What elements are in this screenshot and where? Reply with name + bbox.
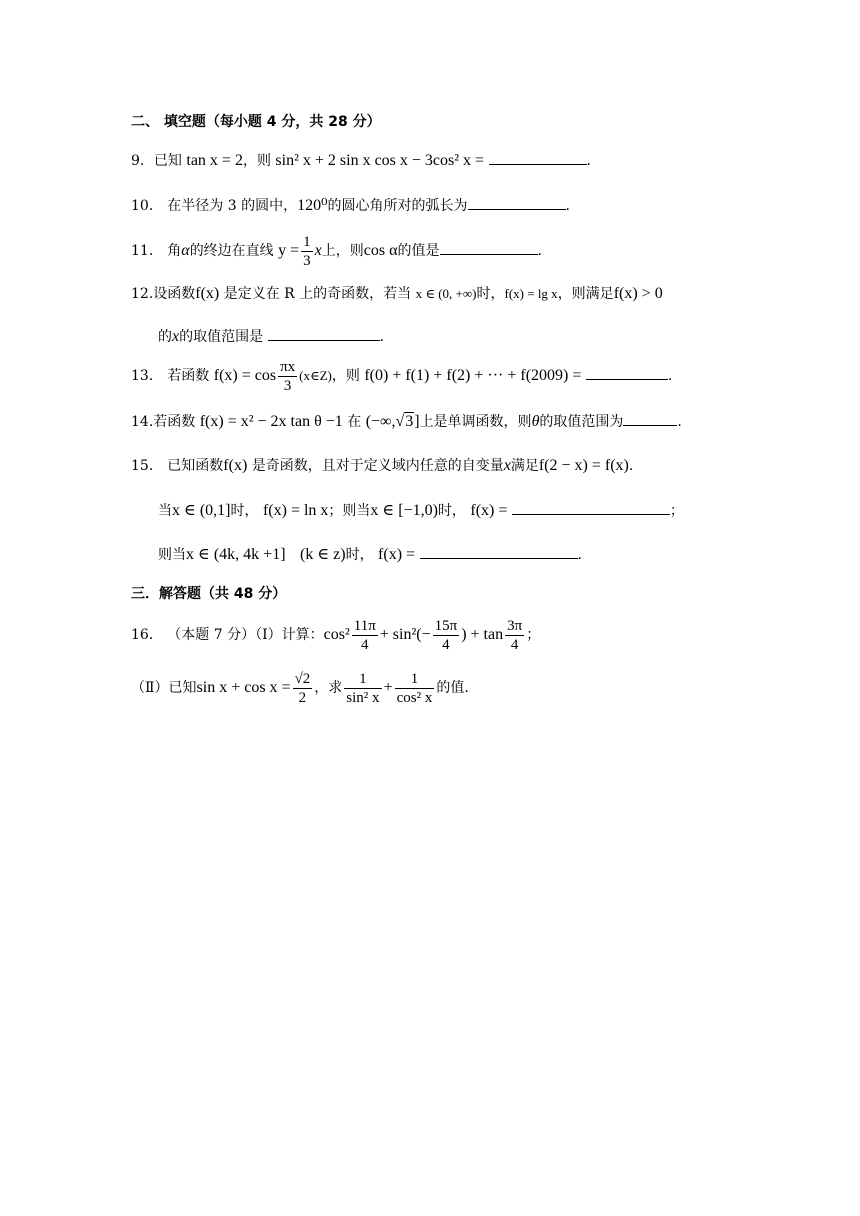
fraction-numerator: 3π	[507, 617, 523, 634]
answer-blank[interactable]	[489, 150, 587, 165]
math-alpha: α	[181, 242, 190, 259]
question-text: 时，	[345, 547, 374, 563]
fraction-numerator: 1	[303, 233, 311, 250]
period: .	[565, 198, 570, 214]
sqrt-symbol: √3	[395, 413, 414, 430]
math-variable: x	[503, 457, 511, 474]
math-definition: f(x) = ln x	[262, 502, 329, 519]
fraction-11pi-over-4	[352, 617, 378, 654]
question-text: 的值.	[436, 680, 469, 696]
period: .	[667, 368, 673, 384]
math-expression: sin² x + 2 sin x cos x − 3cos² x =	[275, 152, 485, 169]
question-number: 11．	[131, 243, 163, 259]
question-text: 是奇函数，且对于定义域内任意的自变量	[251, 458, 504, 474]
question-text: ，求	[314, 680, 343, 696]
question-number: 12.	[131, 286, 154, 302]
math-expression: f(x) = x² − 2x tan θ −1	[199, 413, 343, 430]
period: .	[537, 243, 542, 259]
fraction-denominator: 3	[303, 252, 311, 269]
question-9	[131, 150, 591, 171]
question-number: 15．	[131, 458, 163, 474]
math-condition: (k ∈ z)	[299, 546, 346, 563]
math-expression: f(x) = cos	[213, 367, 277, 384]
math-expression: f(x) =	[470, 502, 508, 519]
radicand: 3	[405, 413, 414, 430]
semicolon: ；	[526, 627, 541, 643]
question-text: 则当	[158, 547, 186, 563]
question-number: 13．	[131, 368, 163, 384]
question-16-part-1	[131, 614, 540, 656]
period: .	[586, 153, 591, 169]
math-expression: y =	[278, 242, 300, 259]
section-title-text: 三．解答题（共 48 分）	[131, 586, 287, 602]
period: .	[379, 329, 385, 345]
fraction-denominator: sin² x	[346, 689, 380, 706]
question-text: 时，	[230, 503, 259, 519]
math-inequality: f(x) > 0	[613, 285, 663, 302]
answer-blank[interactable]	[623, 411, 677, 426]
question-15-line-2	[158, 500, 684, 521]
math-expression: + sin²(−	[379, 626, 431, 643]
period: .	[577, 547, 582, 563]
fraction-denominator: 2	[298, 689, 307, 706]
question-text: 是定义在 R 上的奇函数，若当	[223, 286, 412, 302]
question-text: 上，则	[321, 243, 364, 259]
question-text: 已知函数	[167, 458, 224, 474]
question-15-line-3	[158, 544, 582, 565]
question-text: 若函数	[167, 368, 210, 384]
semicolon: ；	[669, 503, 684, 519]
question-text: 角	[167, 243, 182, 259]
question-text: 上是单调函数，则	[419, 414, 532, 430]
fraction-numerator: 15π	[434, 617, 458, 634]
answer-blank[interactable]	[420, 544, 578, 559]
math-variable: x	[172, 328, 180, 345]
period: .	[628, 458, 634, 474]
fraction-pix-over-3	[278, 358, 297, 395]
section-title-text: 二、 填空题（每小题 4 分，共 28 分）	[131, 114, 381, 130]
fraction-numerator: √2	[294, 670, 311, 687]
math-expression: cos²	[323, 626, 350, 643]
math-expression: ) + tan	[461, 626, 504, 643]
question-text: 的	[158, 329, 172, 345]
question-text: 已知	[153, 153, 182, 169]
math-angle: 120⁰	[297, 197, 328, 214]
answer-blank[interactable]	[268, 326, 380, 341]
math-expression: cos α	[363, 242, 398, 259]
fraction-one-third	[301, 233, 313, 270]
interval-end: ]	[414, 413, 420, 430]
fraction-numerator: 1	[344, 670, 381, 689]
question-text: 的取值范围是	[179, 329, 264, 345]
question-text: ，则	[331, 368, 360, 384]
question-12	[131, 284, 663, 304]
interval-start: (−∞,	[365, 413, 396, 430]
math-expression: f(x)	[223, 457, 248, 474]
question-number: 10．	[131, 198, 163, 214]
question-text: 当	[158, 503, 172, 519]
question-15	[131, 456, 633, 476]
math-condition: tan x = 2	[186, 152, 243, 169]
question-text: ，则满足	[557, 286, 614, 302]
question-text: 的终边在直线	[189, 243, 274, 259]
fraction-denominator: cos² x	[396, 689, 433, 706]
question-text: （本题 7 分）（Ⅰ）计算：	[167, 627, 324, 643]
question-11	[131, 232, 542, 270]
math-expression: sin x + cos x =	[196, 679, 291, 696]
fraction-sqrt2-over-2	[293, 670, 313, 707]
question-text: 时，	[437, 503, 466, 519]
math-domain: x ∈ (0, +∞)	[415, 286, 477, 301]
math-domain: x ∈ [−1,0)	[370, 502, 438, 519]
question-text: 在半径为 3 的圆中，	[167, 198, 298, 214]
question-12-line-2	[158, 326, 384, 347]
math-expression: f(x)	[195, 285, 220, 302]
answer-blank[interactable]	[512, 500, 670, 515]
question-text: 满足	[510, 458, 539, 474]
question-text: 设函数	[153, 286, 196, 302]
question-text: ；则当	[328, 503, 371, 519]
period: .	[677, 414, 682, 430]
question-text: 时，	[476, 286, 505, 302]
math-theta: θ	[531, 413, 540, 430]
math-relation: f(2 − x) = f(x)	[538, 457, 629, 474]
question-number: 9．	[131, 153, 154, 169]
fraction-numerator: 1	[395, 670, 435, 689]
math-variable: x	[314, 242, 322, 259]
math-domain: x ∈ (4k, 4k +1]	[186, 546, 286, 563]
answer-blank[interactable]	[468, 195, 566, 210]
question-text: 的取值范围为	[539, 414, 624, 430]
question-text: 在	[347, 414, 362, 430]
question-text: ，则	[242, 153, 271, 169]
question-number: 16．	[131, 627, 163, 643]
question-text: 若函数	[153, 414, 196, 430]
section-title-fill-in	[131, 112, 381, 132]
question-text: 的圆心角所对的弧长为	[327, 198, 468, 214]
fraction-denominator: 3	[283, 377, 292, 394]
plus-sign: +	[383, 679, 393, 696]
fraction-denominator: 4	[442, 636, 450, 653]
math-interval	[366, 413, 420, 430]
answer-blank[interactable]	[586, 365, 668, 380]
fraction-3pi-over-4	[505, 617, 524, 654]
math-expression: f(0) + f(1) + f(2) + ··· + f(2009) =	[364, 367, 582, 384]
question-16-part-2	[131, 666, 469, 710]
fraction-denominator: 4	[361, 636, 369, 653]
section-title-answer	[131, 584, 286, 604]
fraction-denominator: 4	[510, 636, 519, 653]
question-text: 的值是	[397, 243, 440, 259]
fraction-numerator: πx	[280, 358, 296, 375]
fraction-15pi-over-4	[433, 617, 460, 654]
fraction-numerator: 11π	[353, 617, 376, 634]
question-13	[131, 356, 672, 396]
question-14	[131, 411, 682, 432]
answer-blank[interactable]	[440, 240, 538, 255]
math-condition: (x∈Z)	[299, 368, 332, 383]
question-text: （Ⅱ）已知	[131, 680, 197, 696]
question-10	[131, 195, 570, 216]
question-number: 14.	[131, 414, 154, 430]
math-domain: x ∈ (0,1]	[172, 502, 231, 519]
math-definition: f(x) = lg x	[504, 286, 558, 301]
math-expression: f(x) =	[378, 546, 416, 563]
fraction-1-over-cos2x	[395, 670, 435, 707]
fraction-1-over-sin2x	[344, 670, 381, 707]
